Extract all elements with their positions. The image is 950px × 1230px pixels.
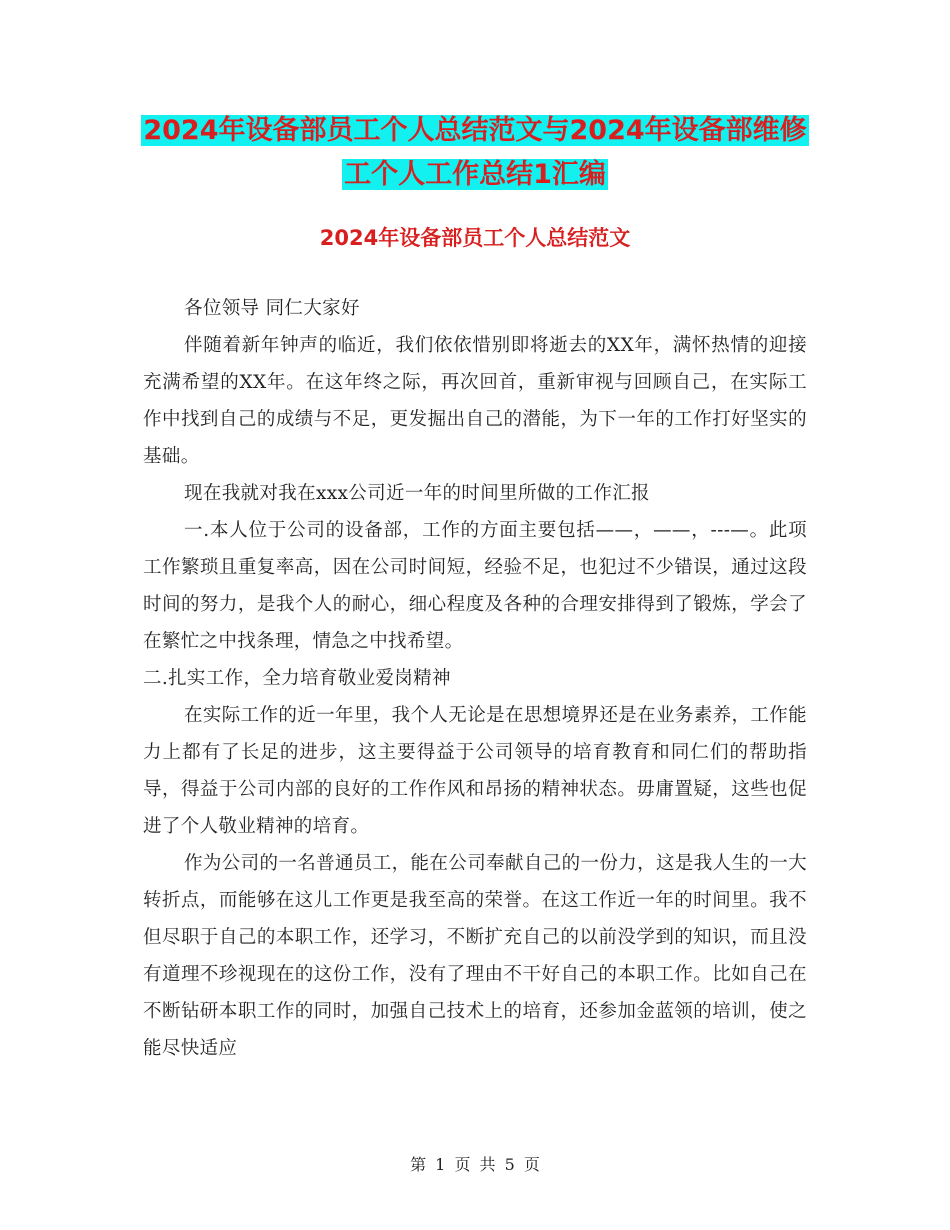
paragraph-report-lead: 现在我就对我在xxx公司近一年的时间里所做的工作汇报 [184, 483, 650, 504]
document-title-text-2: 工个人工作总结1汇编 [344, 159, 606, 190]
paragraph-dedication: 作为公司的一名普通员工，能在公司奉献自己的一份力，这是我人生的一大转折点，而能够在这儿工作更是我至高的荣誉。在这工作近一年的时间里。我不但尽职于自己的本职工作，还学习，不断扩充自己的以前没学到的知识，而且没有道理不珍视现在的这份工作，没有了理由不干好自己的本职工作。比如自己在不断钻研本职工作的同时，加强自己技术上的培育，还参加金蓝领的培训，使之能尽快适应 [143, 853, 807, 1059]
paragraph-heading-2: 二.扎实工作，全力培育敬业爱岗精神 [143, 668, 451, 689]
document-body [143, 290, 807, 1067]
document-title-line-2 [0, 150, 950, 200]
paragraph-greeting: 各位领导 同仁大家好 [184, 298, 360, 319]
paragraph-progress: 在实际工作的近一年里，我个人无论是在思想境界还是在业务素养，工作能力上都有了长足的进步，这主要得益于公司领导的培育教育和同仁们的帮助指导，得益于公司内部的良好的工作作风和昂扬的精神状态。毋庸置疑，这些也促进了个人敬业精神的培育。 [143, 705, 807, 837]
section-title: 2024年设备部员工个人总结范文 [319, 226, 631, 250]
page-footer: 第 1 页 共 5 页 [410, 1155, 540, 1174]
paragraph-intro: 伴随着新年钟声的临近，我们依依惜别即将逝去的XX年，满怀热情的迎接充满希望的XX年。在这年终之际，再次回首，重新审视与回顾自己，在实际工作中找到自己的成绩与不足，更发掘出自己的潜能，为下一年的工作打好坚实的基础。 [143, 335, 807, 467]
paragraph-section-1: 一.本人位于公司的设备部，工作的方面主要包括——，——，---—。此项工作繁琐且重复率高，因在公司时间短，经验不足，也犯过不少错误，通过这段时间的努力，是我个人的耐心，细心程度及各种的合理安排得到了锻炼，学会了在繁忙之中找条理，情急之中找希望。 [143, 520, 807, 652]
document-title-line-1 [0, 106, 950, 156]
document-title-text-1: 2024年设备部员工个人总结范文与2024年设备部维修 [143, 115, 807, 146]
